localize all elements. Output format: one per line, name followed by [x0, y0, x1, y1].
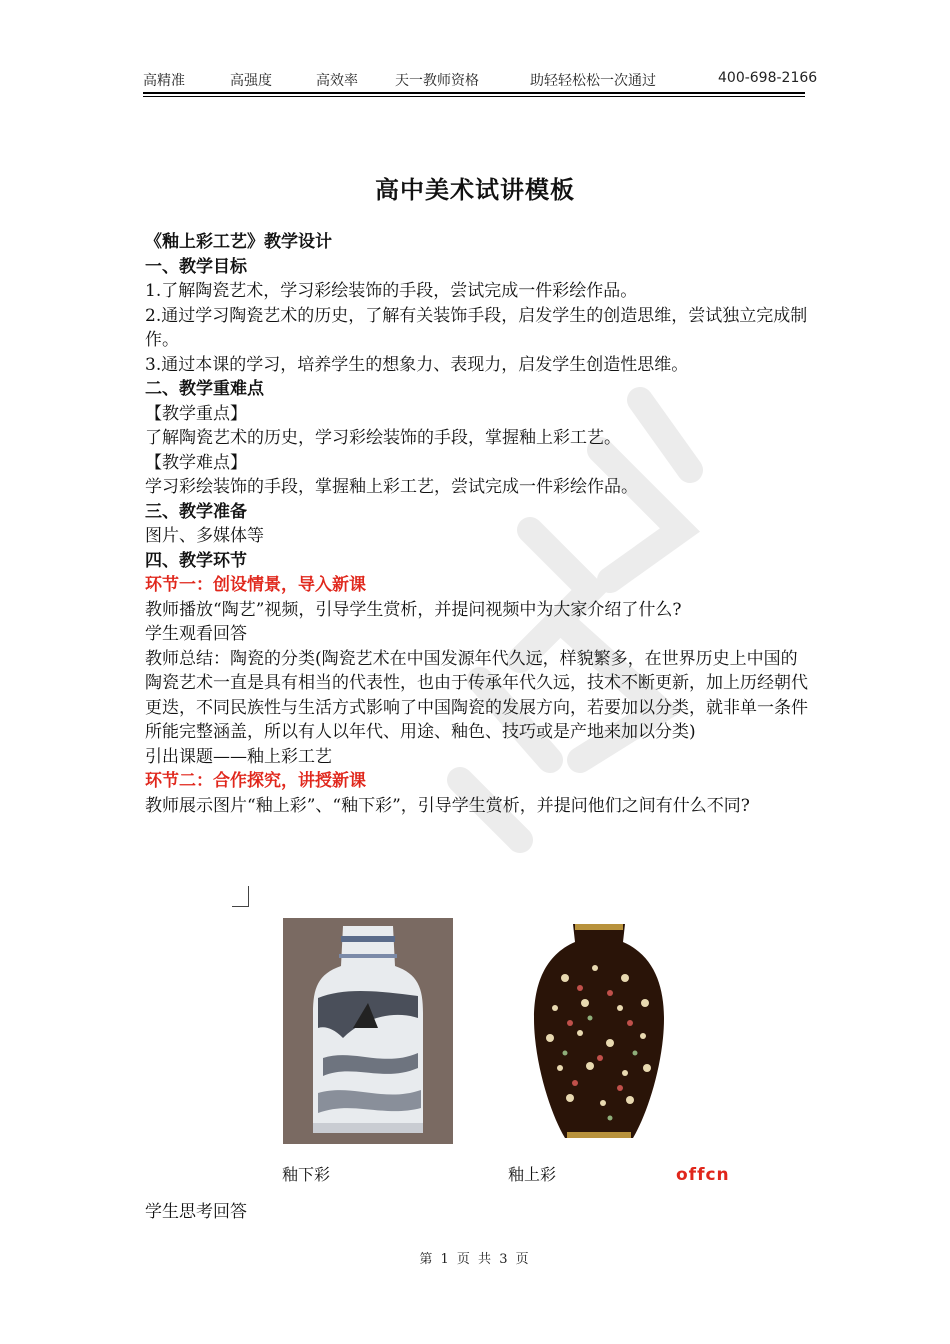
underglaze-vase-image — [283, 918, 453, 1144]
page-footer: 第 1 页 共 3 页 — [419, 1252, 531, 1267]
key-heading: 二、教学重难点 — [145, 379, 264, 399]
header-item-5: 助轻轻松松一次通过 — [530, 73, 656, 89]
design-title: 《釉上彩工艺》教学设计 — [145, 232, 332, 252]
step1-heading: 环节一：创设情景，导入新课 — [145, 575, 366, 595]
key-text: 了解陶瓷艺术的历史，学习彩绘装饰的手段，掌握釉上彩工艺。 — [145, 428, 621, 448]
goal-item: 3.通过本课的学习，培养学生的想象力、表现力，启发学生创造性思维。 — [145, 354, 689, 375]
header-rule — [143, 92, 805, 94]
header-phone: 400-698-2166 — [718, 70, 818, 86]
step2-heading: 环节二：合作探究，讲授新课 — [145, 771, 366, 791]
header-item-1: 高精准 — [143, 73, 185, 89]
page-header — [143, 70, 818, 92]
header-item-3: 高效率 — [316, 73, 358, 89]
overglaze-caption: 釉上彩 — [508, 1165, 557, 1184]
step1-paragraph: 引出课题——釉上彩工艺 — [145, 746, 332, 767]
student-response-text: 学生思考回答 — [145, 1202, 247, 1222]
step1-summary: 教师总结：陶瓷的分类(陶瓷艺术在中国发源年代久远，样貌繁多，在世界历史上中国的陶瓷艺术一直是具有相当的代表性，也由于传承年代久远，技术不断更新，加上历经朝代更迭，不同民族性与生活方式影响了中国陶瓷的发展方向，若要加以分类，就非单一条件所能完整涵盖，所以有人以年代、用途、釉色、技巧或是产地来加以分类) — [145, 648, 808, 742]
document-title: 高中美术试讲模板 — [375, 175, 575, 204]
goal-item: 2.通过学习陶瓷艺术的历史，了解有关装饰手段，启发学生的创造思维，尝试独立完成制作。 — [145, 305, 808, 350]
document-body — [145, 230, 810, 818]
step1-paragraph: 教师播放“陶艺”视频，引导学生赏析，并提问视频中为大家介绍了什么? — [145, 599, 682, 620]
header-item-4: 天一教师资格 — [395, 73, 479, 89]
header-item-2: 高强度 — [230, 73, 272, 89]
steps-heading: 四、教学环节 — [145, 550, 247, 571]
goal-item: 1.了解陶瓷艺术，学习彩绘装饰的手段，尝试完成一件彩绘作品。 — [145, 281, 638, 301]
step1-paragraph: 学生观看回答 — [145, 624, 247, 644]
corner-mark — [232, 886, 249, 907]
step2-paragraph: 教师展示图片“釉上彩”、“釉下彩”，引导学生赏析，并提问他们之间有什么不同? — [145, 795, 750, 816]
overglaze-vase-image — [525, 918, 673, 1144]
underglaze-caption: 釉下彩 — [282, 1165, 331, 1184]
offcn-logo: offcn — [676, 1165, 730, 1185]
difficult-text: 学习彩绘装饰的手段，掌握釉上彩工艺，尝试完成一件彩绘作品。 — [145, 477, 638, 497]
key-label: 【教学重点】 — [145, 403, 247, 424]
prep-heading: 三、教学准备 — [145, 501, 247, 522]
header-rule-thin — [143, 96, 805, 97]
goals-heading: 一、教学目标 — [145, 256, 247, 277]
prep-text: 图片、多媒体等 — [145, 526, 264, 546]
difficult-label: 【教学难点】 — [145, 452, 247, 473]
